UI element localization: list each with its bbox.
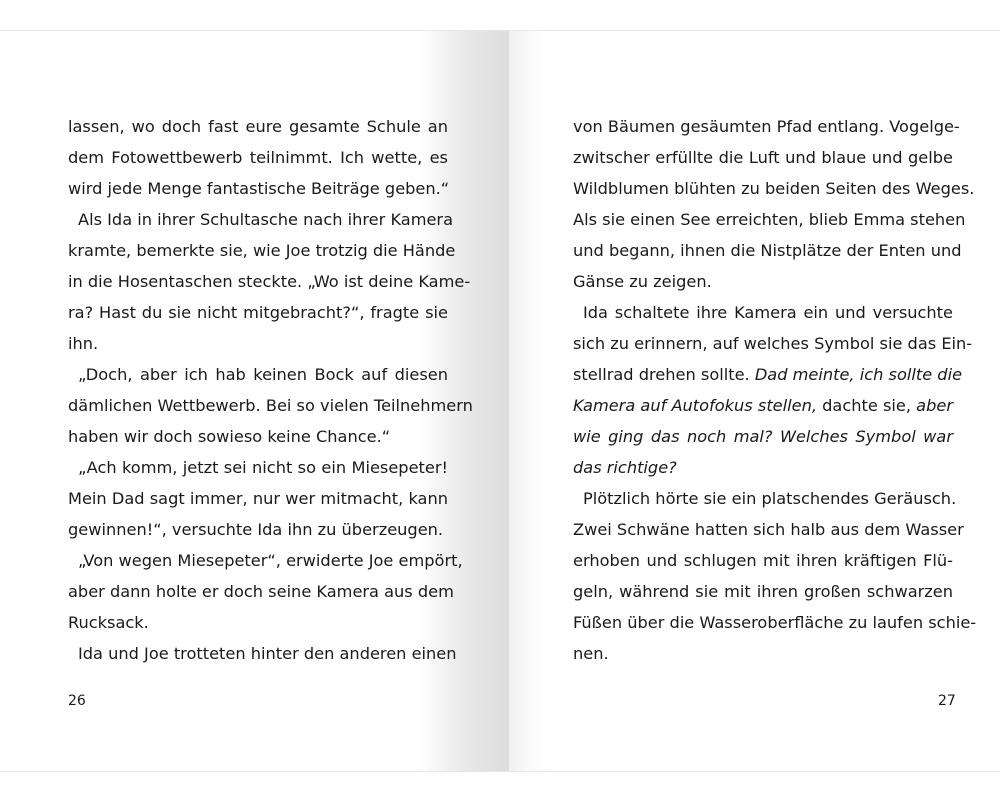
text-segment: sich zu erinnern, auf welches Symbol sie das Ein- (573, 334, 973, 353)
left-page (0, 31, 509, 771)
left-page-number: 26 (68, 693, 86, 709)
text-line: „Doch, aber ich hab keinen Bock auf diesen (78, 365, 448, 384)
text-line: gewinnen!“, versuchte Ida ihn zu überzeugen. (68, 520, 444, 539)
text-segment: Wildblumen blühten zu beiden Seiten des Weges. (573, 179, 975, 198)
text-segment: Als sie einen See erreichten, blieb Emma stehen (573, 210, 966, 229)
text-segment: Ida schaltete ihre Kamera ein und versuchte (583, 303, 953, 322)
text-segment: erhoben und schlugen mit ihren kräftigen Flü- (573, 551, 953, 570)
text-line (573, 173, 975, 204)
text-segment: geln, während sie mit ihren großen schwarzen (573, 582, 953, 601)
italic-text-segment: das richtige? (573, 458, 677, 477)
text-line: in die Hosentaschen steckte. „Wo ist deine Kame- (68, 272, 471, 291)
text-line (573, 607, 977, 638)
italic-text-segment: aber (916, 396, 953, 415)
text-line (573, 390, 953, 421)
text-line (573, 297, 953, 328)
text-line: ra? Hast du sie nicht mitgebracht?“, fragte sie (68, 303, 448, 322)
text-line (573, 483, 957, 514)
text-line (573, 359, 963, 390)
text-line: „Ach komm, jetzt sei nicht so ein Miesepeter! (78, 458, 448, 477)
text-line: lassen, wo doch fast eure gesamte Schule an (68, 117, 448, 136)
right-page-text (573, 111, 977, 669)
text-segment: stellrad drehen sollte. (573, 365, 755, 384)
text-segment: nen. (573, 644, 609, 663)
text-line (573, 421, 953, 452)
text-segment: zwitscher erfüllte die Luft und blaue und gelbe (573, 148, 953, 167)
text-line: Rucksack. (68, 613, 149, 632)
text-segment: dachte sie, (816, 396, 917, 415)
text-line (573, 111, 960, 142)
italic-text-segment: wie ging das noch mal? Welches Symbol war (573, 427, 953, 446)
text-line: ihn. (68, 334, 99, 353)
text-segment: Zwei Schwäne hatten sich halb aus dem Wasser (573, 520, 964, 539)
text-line (573, 235, 962, 266)
italic-text-segment: Kamera auf Autofokus stellen, (573, 396, 817, 415)
text-segment: Gänse zu zeigen. (573, 272, 712, 291)
text-segment: und begann, ihnen die Nistplätze der Enten und (573, 241, 962, 260)
text-line (573, 638, 953, 669)
text-segment: Füßen über die Wasseroberfläche zu laufen schie- (573, 613, 977, 632)
text-line: aber dann holte er doch seine Kamera aus dem (68, 582, 454, 601)
left-page-text (68, 111, 473, 669)
text-line (573, 452, 953, 483)
text-line: Als Ida in ihrer Schultasche nach ihrer Kamera (78, 210, 453, 229)
text-line (573, 514, 964, 545)
text-line (573, 204, 966, 235)
text-segment: Plötzlich hörte sie ein platschendes Geräusch. (583, 489, 957, 508)
text-line (573, 576, 953, 607)
right-page-number: 27 (938, 693, 956, 709)
text-line: Mein Dad sagt immer, nur wer mitmacht, kann (68, 489, 448, 508)
text-line: wird jede Menge fantastische Beiträge geben.“ (68, 179, 450, 198)
text-line (573, 545, 953, 576)
text-line: dämlichen Wettbewerb. Bei so vielen Teilnehmern (68, 396, 473, 415)
book-spread (0, 30, 1000, 772)
text-line: kramte, bemerkte sie, wie Joe trotzig die Hände (68, 241, 456, 260)
text-line (573, 266, 953, 297)
text-line: dem Fotowettbewerb teilnimmt. Ich wette, es (68, 148, 448, 167)
right-page (509, 31, 1000, 771)
text-line: Ida und Joe trotteten hinter den anderen einen (78, 644, 457, 663)
italic-text-segment: Dad meinte, ich sollte die (754, 365, 963, 384)
text-segment: von Bäumen gesäumten Pfad entlang. Vogelge- (573, 117, 960, 136)
text-line (573, 328, 973, 359)
text-line: „Von wegen Miesepeter“, erwiderte Joe empört, (78, 551, 463, 570)
text-line: haben wir doch sowieso keine Chance.“ (68, 427, 391, 446)
text-line (573, 142, 953, 173)
